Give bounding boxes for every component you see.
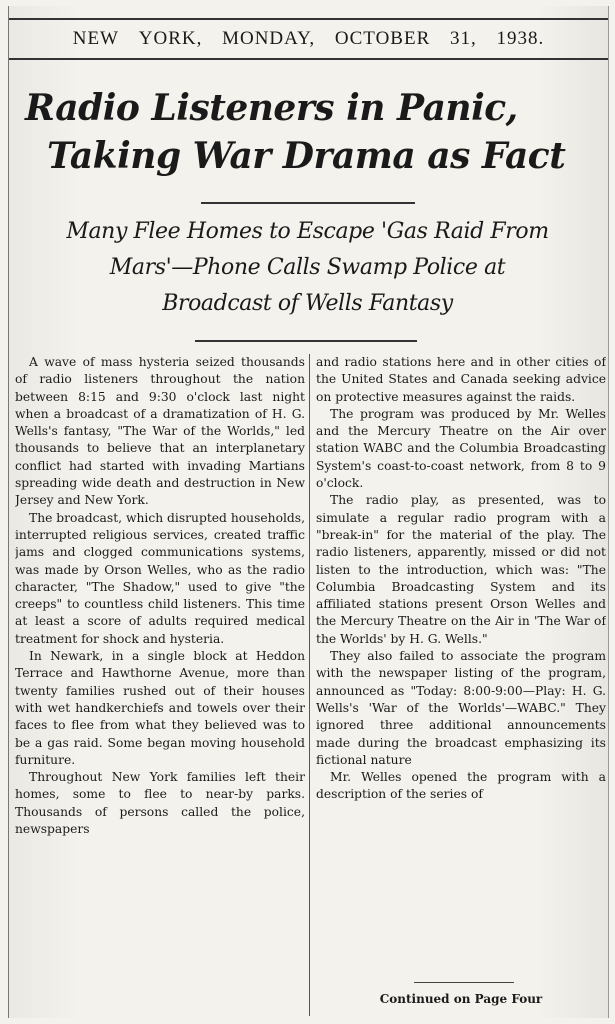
headline [19,84,598,180]
paragraph: The radio play, as presented, was to simulate a regular radio program with a "break-in" for the material of the play. The radio listeners, apparently, missed or did not listen to the introduction, which was: "The Columbia Broadcasting System and its affiliated stations present Orson Welles and the Mercury Theatre on the Air in 'The War of the Worlds' by H. G. Wells." [316,493,606,646]
paragraph: and radio stations here and in other cities of the United States and Canada seeking advice on protective measures against the raids. [316,355,606,404]
paragraph: Mr. Welles opened the program with a description of the series of [316,770,606,802]
paragraph: The program was produced by Mr. Welles and the Mercury Theatre on the Air over station WABC and the Columbia Broadcasting System's coast-to-coast network, from 8 to 9 o'clock. [316,406,606,491]
dateline [9,18,608,60]
column-divider [309,354,310,1016]
headline-line-2: Taking War Drama as Fact [47,135,566,177]
article-column-left [15,354,305,1014]
dateline-city-1: NEW [72,28,119,49]
paragraph: In Newark, in a single block at Heddon Terrace and Hawthorne Avenue, more than twenty families rushed out of their houses with wet handkerchiefs and towels over their faces to flee from what they believed was to be a gas raid. Some began moving household furniture. [15,649,305,767]
paragraph: The broadcast, which disrupted households, interrupted religious services, created traffic jams and clogged communications systems, was made by Orson Welles, who as the radio character, "The Shadow," used to give "the creeps" to countless child listeners. This time at least a score of adults required medical treatment for shock and hysteria. [15,510,305,646]
dateline-weekday: MONDAY, [222,28,316,49]
subheadline-line-3: Broadcast of Wells Fantasy [162,291,453,316]
dateline-month: OCTOBER [334,28,431,49]
subheadline [17,214,598,322]
dateline-day: 31, [450,28,477,49]
headline-rule [201,202,415,204]
newspaper-clipping [8,6,609,1018]
dateline-year: 1938. [496,28,545,49]
article-column-right [316,354,606,964]
continued-rule [414,982,514,983]
subheadline-line-2: Mars'—Phone Calls Swamp Police at [109,255,506,280]
subheadline-rule [195,340,417,342]
headline-line-1: Radio Listeners in Panic, [25,87,518,129]
paragraph: A wave of mass hysteria seized thousands of radio listeners throughout the nation between 8:15 and 9:30 o'clock last night when a broadcast of a dramatization of H. G. Wells's fantasy, "The War of the Worlds," led thousands to believe that an interplanetary conflict had started with invading Martians spreading wide death and destruction in New Jersey and New York. [15,355,305,508]
subheadline-line-1: Many Flee Homes to Escape 'Gas Raid From [66,219,549,244]
paragraph: Throughout New York families left their homes, some to flee to near-by parks. Thousands of persons called the police, newspapers [15,770,305,837]
dateline-city-2: YORK, [138,28,203,49]
paragraph: They also failed to associate the program with the newspaper listing of the program, announced as "Today: 8:00-9:00—Play: H. G. Wells's 'War of the Worlds'—WABC." They ignored three additional announcements made during the broadcast emphasizing its fictional nature [316,649,606,767]
continued-notice: Continued on Page Four [379,992,543,1006]
